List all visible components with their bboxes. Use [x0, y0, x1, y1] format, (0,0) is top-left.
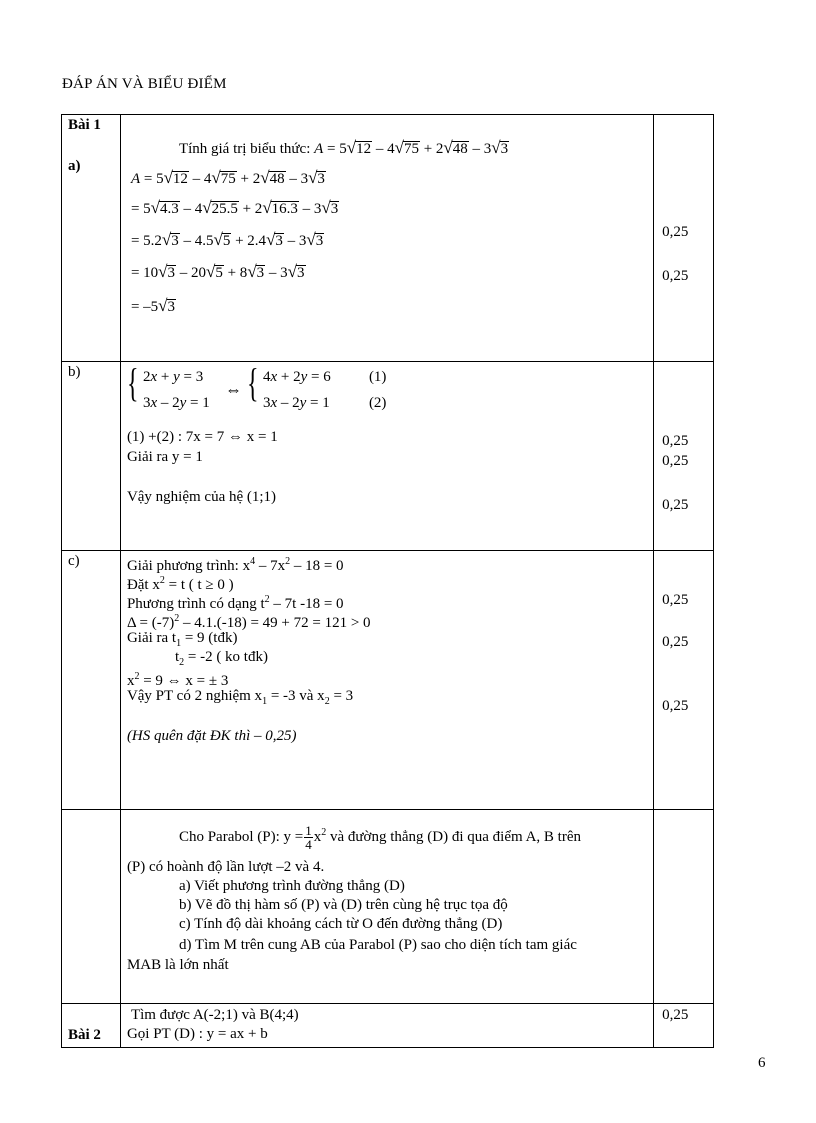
conclusion-line: Vậy PT có 2 nghiệm $x_1 = -3$ và $x_2 = 3$	[126, 688, 354, 707]
problem-item-c: c) Tính độ dài khoảng cách từ O đến đường thẳng (D)	[178, 916, 503, 932]
score: 0,25	[662, 1007, 689, 1023]
conclusion-line: Vậy nghiệm của hệ (1;1)	[126, 489, 277, 505]
content-cell	[120, 362, 653, 551]
solve-line: Giải ra y = 1	[126, 449, 203, 465]
content-cell	[120, 551, 653, 810]
score: 0,25	[662, 592, 689, 608]
row-bai1b	[62, 362, 714, 551]
label-cell	[62, 362, 121, 551]
x-solve-line: $x^2 = 9$ ⇔ x = ± 3	[126, 671, 229, 689]
equation-line: Giải phương trình: $x^4 - 7x^2 - 18 = 0$	[126, 556, 344, 574]
problem-item-d: d) Tìm M trên cung AB của Parabol (P) sao cho diện tích tam giác	[178, 937, 577, 953]
score: 0,25	[662, 453, 689, 469]
row-bai2-problem	[62, 810, 714, 1004]
eq1-label: (1)	[368, 369, 387, 385]
step-1: A = 5√12 – 4√75 + 2√48 – 3√3	[130, 168, 325, 187]
problem-line-1: Cho Parabol (P): y = $\frac{1}{4}$ $x^2$ và đường thẳng (D) đi qua điểm A, B trên	[178, 823, 581, 853]
label-cell	[62, 115, 121, 362]
step-5: = –5√3	[130, 296, 175, 315]
step-3: = 5.2√3 – 4.5√5 + 2.4√3 – 3√3	[130, 230, 324, 249]
problem-item-d-cont: MAB là lớn nhất	[126, 957, 229, 973]
score: 0,25	[662, 698, 689, 714]
score-cell	[654, 115, 714, 362]
row-bai1c	[62, 551, 714, 810]
row-bai1a	[62, 115, 714, 362]
label-cell	[62, 810, 121, 1004]
system2-eq1: 4x + 2y = 6	[262, 369, 331, 385]
content-cell	[120, 810, 653, 1004]
problem-item-a: a) Viết phương trình đường thẳng (D)	[178, 878, 405, 894]
part-b-label: b)	[68, 364, 81, 380]
label-cell	[62, 551, 121, 810]
sum-line: (1) +(2) : 7x = 7 ⇔ x = 1	[126, 429, 278, 445]
note-line: (HS quên đặt ĐK thì – 0,25)	[126, 728, 297, 744]
root1-line: Giải ra $t_1 = 9$ (tđk)	[126, 630, 238, 649]
score: 0,25	[662, 497, 689, 513]
row-bai2	[62, 1004, 714, 1048]
bai2-label: Bài 2	[68, 1027, 101, 1043]
part-a-label: a)	[68, 158, 81, 174]
eq2-label: (2)	[368, 395, 387, 411]
problem-line-2: (P) có hoành độ lần lượt –2 và 4.	[126, 859, 325, 875]
score: 0,25	[662, 268, 689, 284]
score-cell	[654, 1004, 714, 1048]
bai1-label: Bài 1	[68, 117, 101, 133]
expression-formula: A = 5√12 – 4√75 + 2√48 – 3√3	[314, 138, 509, 157]
step-2: = 5√4.3 – 4√25.5 + 2√16.3 – 3√3	[130, 198, 339, 217]
system-eq2: 3x – 2y = 1	[142, 395, 210, 411]
part-c-label: c)	[68, 553, 80, 569]
step-4: = 10√3 – 20√5 + 8√3 – 3√3	[130, 262, 305, 281]
fraction-one-quarter: $\frac{1}{4}$	[305, 823, 312, 853]
substitution-line: Đặt $x^2 = t$ ( t ≥ 0 )	[126, 575, 234, 593]
label-cell	[62, 1004, 121, 1048]
score-cell	[654, 810, 714, 1004]
problem-item-b: b) Vẽ đồ thị hàm số (P) và (D) trên cùng hệ trục tọa độ	[178, 897, 508, 913]
left-brace: {	[246, 360, 259, 405]
form-line: Phương trình có dạng $t^2 - 7t$ -18 = 0	[126, 594, 344, 612]
page-number: 6	[758, 1055, 766, 1071]
content-cell	[120, 1004, 653, 1048]
left-brace: {	[126, 360, 139, 405]
equivalence-symbol: ⇔	[224, 380, 242, 399]
system-eq1: 2x + y = 3	[142, 369, 204, 385]
answer-table	[61, 114, 714, 1048]
content-cell	[120, 115, 653, 362]
score: 0,25	[662, 634, 689, 650]
page-heading: ĐÁP ÁN VÀ BIỂU ĐIỂM	[62, 76, 227, 92]
score-cell	[654, 551, 714, 810]
score: 0,25	[662, 433, 689, 449]
points-line: Tìm được A(-2;1) và B(4;4)	[130, 1007, 299, 1023]
expression-intro: Tính giá trị biểu thức: A = 5√12 – 4√75 + 2√48 – 3√3	[178, 138, 509, 157]
root2-line: $t_2 = -2$ ( ko tđk)	[174, 649, 268, 668]
score: 0,25	[662, 224, 689, 240]
system2-eq2: 3x – 2y = 1	[262, 395, 330, 411]
delta-line: $\Delta = (-7)^2 - 4.1.(-18) = 49 + 72 = 121 > 0$	[126, 613, 371, 631]
score-cell	[654, 362, 714, 551]
line-eq-line: Gọi PT (D) : y = ax + b	[126, 1026, 268, 1042]
